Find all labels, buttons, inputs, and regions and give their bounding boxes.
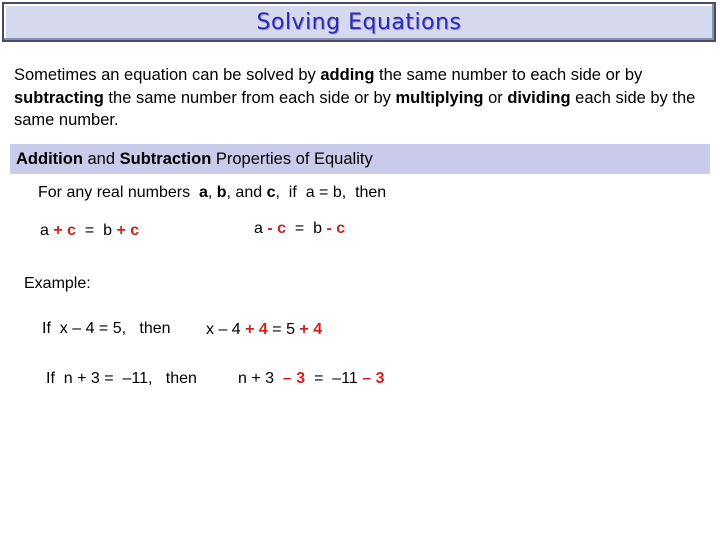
property-sep-1: ,	[207, 184, 217, 201]
addition-rule-a: a	[40, 222, 54, 239]
subtraction-rule	[254, 220, 345, 238]
example-1-right	[206, 321, 322, 339]
example-1-right-b: = 5	[267, 321, 300, 338]
intro-text-2: the same number to each side or by	[374, 66, 643, 84]
example-1-right-a: x – 4	[206, 321, 246, 338]
example-1-red-2: + 4	[299, 321, 323, 338]
section-bold-subtraction: Subtraction	[119, 150, 212, 168]
title-bar	[2, 2, 716, 42]
example-label: Example:	[24, 275, 91, 292]
example-2-right-a: n + 3	[238, 370, 283, 387]
property-var-c: c	[266, 184, 276, 201]
property-var-b: b	[216, 184, 227, 201]
example-2-red-2: – 3	[362, 370, 385, 387]
addition-rule-op2: + c	[116, 222, 140, 239]
example-1-red-1: + 4	[245, 321, 268, 338]
example-2-red-1: – 3	[282, 370, 306, 387]
intro-bold-adding: adding	[320, 66, 375, 84]
intro-text-1: Sometimes an equation can be solved by	[14, 66, 321, 84]
subtraction-rule-op1: - c	[267, 220, 287, 237]
property-sep-2: , and	[226, 184, 267, 201]
section-header	[10, 144, 710, 174]
intro-bold-multiplying: multiplying	[395, 88, 484, 107]
intro-paragraph	[14, 64, 709, 132]
example-2-left: If n + 3 = –11, then	[46, 370, 197, 387]
property-text-1: For any real numbers	[38, 184, 199, 201]
section-bold-addition: Addition	[16, 150, 83, 168]
subtraction-rule-op2: - c	[326, 220, 346, 237]
section-text-1: and	[82, 150, 120, 168]
example-1-left: If x – 4 = 5, then	[42, 320, 171, 337]
intro-text-4: or	[483, 88, 508, 107]
example-2-right	[238, 370, 385, 388]
intro-text-5: each side by the same number.	[14, 88, 696, 129]
subtraction-rule-a: a	[254, 220, 268, 237]
example-2-right-b: = –11	[305, 370, 363, 387]
addition-rule	[40, 222, 139, 240]
section-text-2: Properties of Equality	[211, 150, 373, 168]
page-title: Solving Equations	[256, 9, 462, 35]
intro-bold-dividing: dividing	[507, 88, 571, 107]
property-text-2: , if a = b, then	[275, 184, 387, 201]
subtraction-rule-mid: = b	[286, 220, 327, 237]
addition-rule-op1: + c	[53, 222, 77, 239]
property-var-a: a	[198, 184, 208, 201]
intro-text-3: the same number from each side or by	[103, 88, 396, 107]
intro-bold-subtracting: subtracting	[14, 88, 104, 107]
addition-rule-mid: = b	[76, 222, 117, 239]
property-statement	[38, 184, 386, 202]
